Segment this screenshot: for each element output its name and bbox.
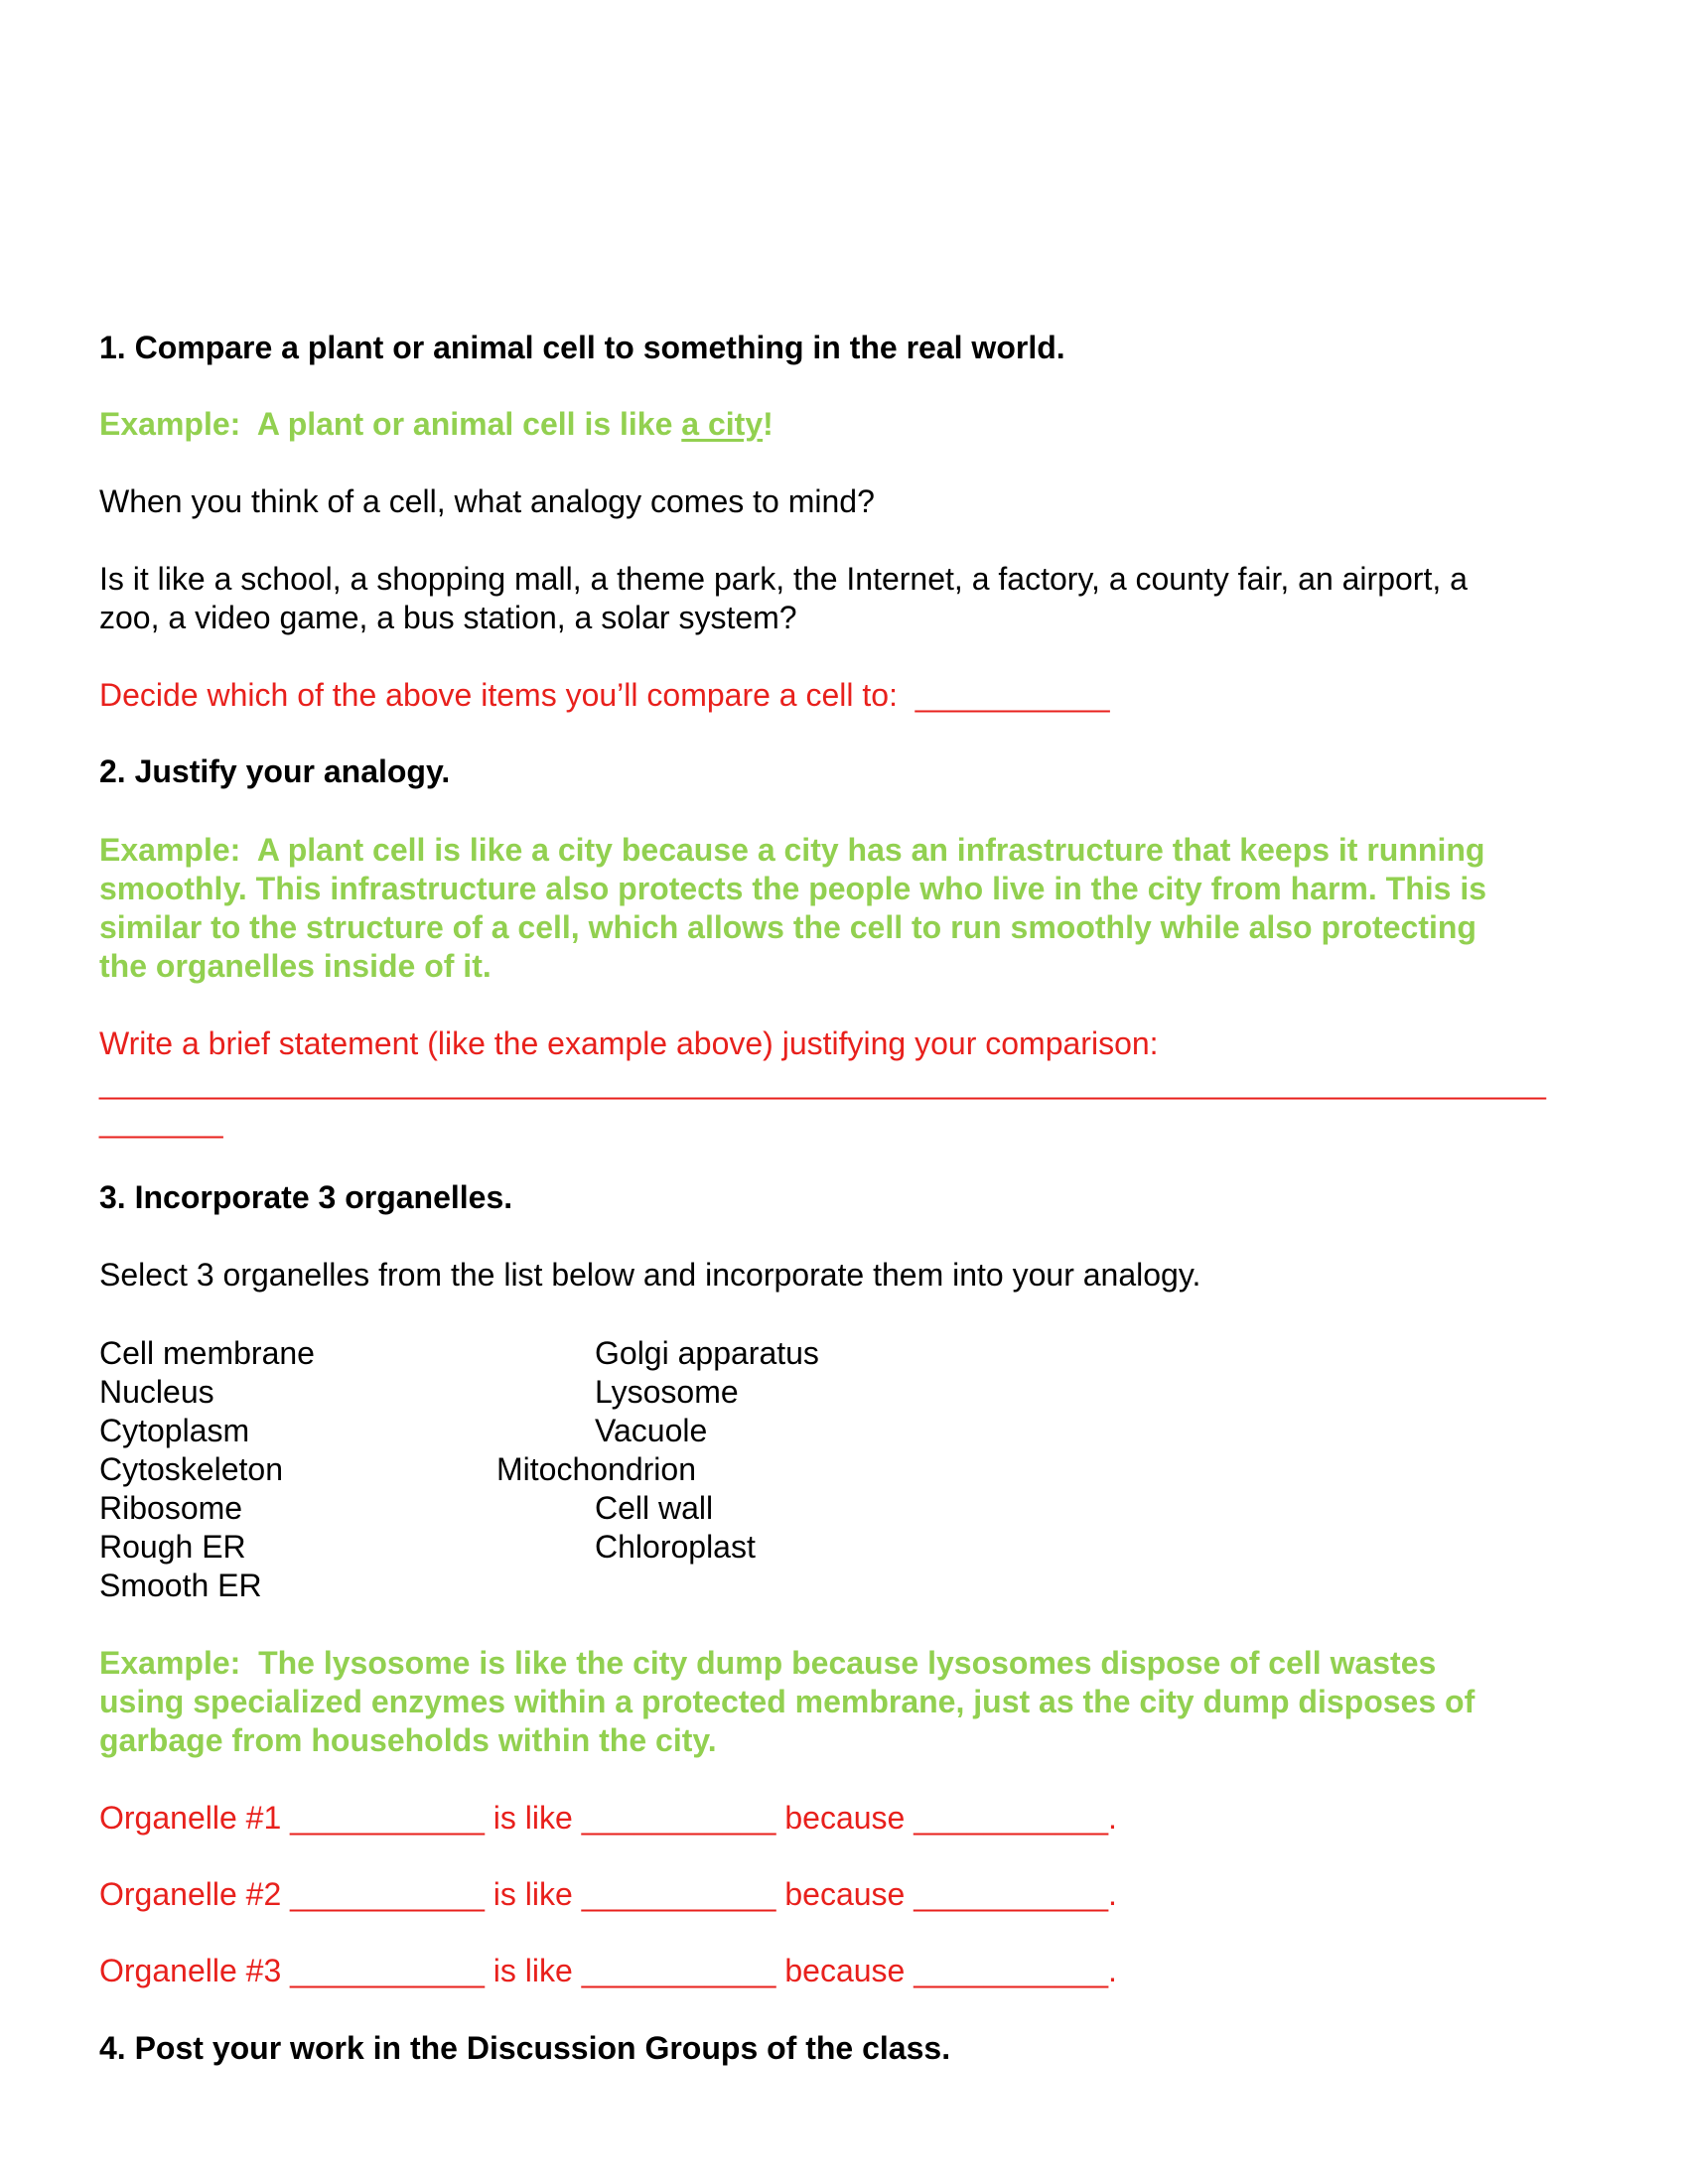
organelle-item: Cytoskeleton: [99, 1451, 283, 1487]
section2-answer-line2: _______: [99, 1103, 223, 1139]
section1-options-line1: Is it like a school, a shopping mall, a theme park, the Internet, a factory, a county fair, an airport, a: [99, 561, 1468, 597]
section3-example-line: Example: The lysosome is like the city dump because lysosomes dispose of cell wastes: [99, 1645, 1437, 1681]
section1-example-suffix: !: [763, 406, 774, 442]
organelle-item: Golgi apparatus: [595, 1335, 819, 1371]
organelle-item: Smooth ER: [99, 1568, 262, 1603]
organelle-item: Cytoplasm: [99, 1413, 250, 1448]
organelle-item: Cell wall: [595, 1490, 714, 1526]
organelle-item: Ribosome: [99, 1490, 243, 1526]
section1-question: When you think of a cell, what analogy comes to mind?: [99, 483, 875, 519]
section3-example-line: garbage from households within the city.: [99, 1722, 717, 1758]
section2-answer-line1: ________________________________________________________________________________: [99, 1064, 1547, 1100]
section2-example-line: the organelles inside of it.: [99, 948, 492, 984]
section1-prompt: Decide which of the above items you’ll compare a cell to: ___________: [99, 677, 1110, 713]
section1-example: [99, 405, 774, 444]
section2-example-line: similar to the structure of a cell, which allows the cell to run smoothly while also protecting: [99, 909, 1477, 945]
organelle-prompt-3: Organelle #3 ___________ is like ___________ because ___________.: [99, 1953, 1117, 1988]
section3-heading: 3. Incorporate 3 organelles.: [99, 1179, 513, 1215]
organelle-item: Mitochondrion: [496, 1451, 696, 1487]
organelle-item: Vacuole: [595, 1413, 708, 1448]
organelle-item: Nucleus: [99, 1374, 214, 1410]
section3-instruction: Select 3 organelles from the list below and incorporate them into your analogy.: [99, 1257, 1201, 1293]
section2-example-line: smoothly. This infrastructure also protects the people who live in the city from harm. This is: [99, 871, 1486, 906]
organelle-item: Rough ER: [99, 1529, 246, 1565]
section3-example-line: using specialized enzymes within a protected membrane, just as the city dump disposes of: [99, 1684, 1476, 1719]
section2-prompt: Write a brief statement (like the example above) justifying your comparison:: [99, 1025, 1159, 1061]
organelle-item: Lysosome: [595, 1374, 739, 1410]
section1-options-line2: zoo, a video game, a bus station, a solar system?: [99, 600, 797, 635]
organelle-item: Cell membrane: [99, 1335, 315, 1371]
organelle-prompt-1: Organelle #1 ___________ is like ___________ because ___________.: [99, 1800, 1117, 1836]
section2-example-line: Example: A plant cell is like a city because a city has an infrastructure that keeps it running: [99, 832, 1485, 868]
section1-example-underlined: a city: [681, 406, 764, 442]
section2-heading: 2. Justify your analogy.: [99, 753, 451, 789]
organelle-item: Chloroplast: [595, 1529, 756, 1565]
section4-heading: 4. Post your work in the Discussion Groups of the class.: [99, 2030, 951, 2066]
organelle-prompt-2: Organelle #2 ___________ is like ___________ because ___________.: [99, 1876, 1117, 1912]
section1-heading: 1. Compare a plant or animal cell to something in the real world.: [99, 330, 1065, 365]
section1-example-prefix: Example: A plant or animal cell is like: [99, 406, 682, 442]
